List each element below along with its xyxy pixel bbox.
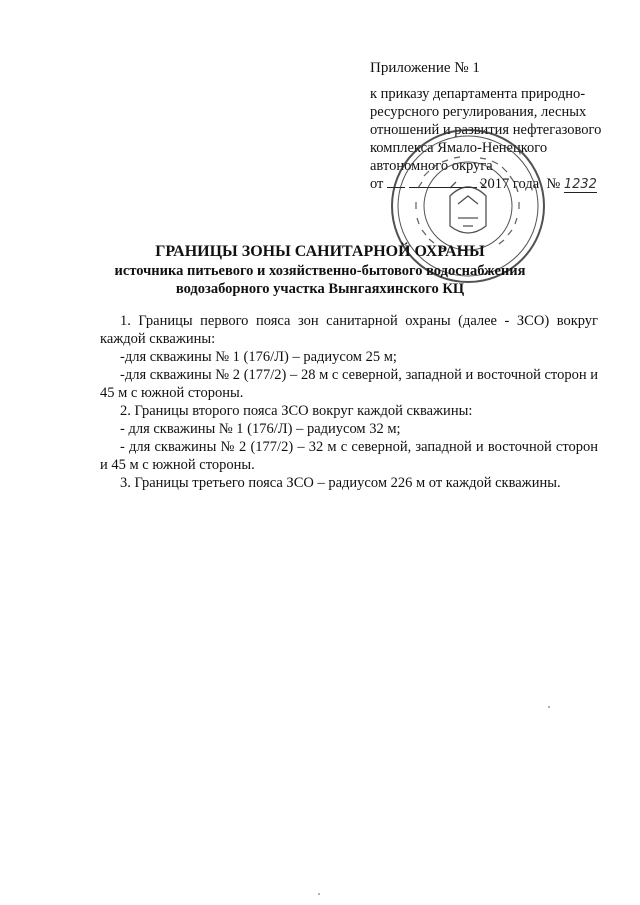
list-item: - для скважины № 2 (177/2) – 32 м с северной, западной и восточной сторон и 45 м с южной стороны. <box>100 439 598 473</box>
list-item: -для скважины № 1 (176/Л) – радиусом 25 м; <box>120 349 397 365</box>
date-prefix: от <box>370 176 384 192</box>
annex-title: Приложение № 1 <box>370 60 480 76</box>
annex-line: комплекса Ямало-Ненецкого <box>370 140 548 156</box>
annex-order-reference <box>370 85 620 175</box>
date-month-blank <box>409 175 477 188</box>
document-subtitle: источника питьевого и хозяйственно-бытового водоснабжения <box>114 263 526 279</box>
document-title: ГРАНИЦЫ ЗОНЫ САНИТАРНОЙ ОХРАНЫ <box>155 243 485 260</box>
paragraph: 3. Границы третьего пояса ЗСО – радиусом 226 м от каждой скважины. <box>120 475 561 491</box>
annex-line: автономного округа <box>370 158 493 174</box>
list-item: - для скважины № 1 (176/Л) – радиусом 32 м; <box>120 421 401 437</box>
paragraph: 1. Границы первого пояса зон санитарной охраны (далее - ЗСО) вокруг каждой скважины: <box>100 313 598 347</box>
annex-line: к приказу департамента природно- <box>370 86 586 102</box>
document-subtitle: водозаборного участка Вынгаяхинского КЦ <box>175 281 465 297</box>
annex-line: отношений и развития нефтегазового <box>370 122 602 138</box>
date-day-blank <box>387 175 405 188</box>
document-body <box>100 312 598 492</box>
list-item: -для скважины № 2 (177/2) – 28 м с северной, западной и восточной сторон и 45 м с южной стороны. <box>100 367 598 401</box>
year-text: 2017 года <box>480 176 540 192</box>
number-prefix: № <box>546 176 561 192</box>
paragraph: 2. Границы второго пояса ЗСО вокруг каждой скважины: <box>120 403 473 419</box>
scan-speck <box>548 706 550 708</box>
order-date-line <box>370 175 597 193</box>
scan-speck <box>318 893 320 895</box>
annex-line: ресурсного регулирования, лесных <box>370 104 587 120</box>
order-number: 1232 <box>563 177 597 192</box>
